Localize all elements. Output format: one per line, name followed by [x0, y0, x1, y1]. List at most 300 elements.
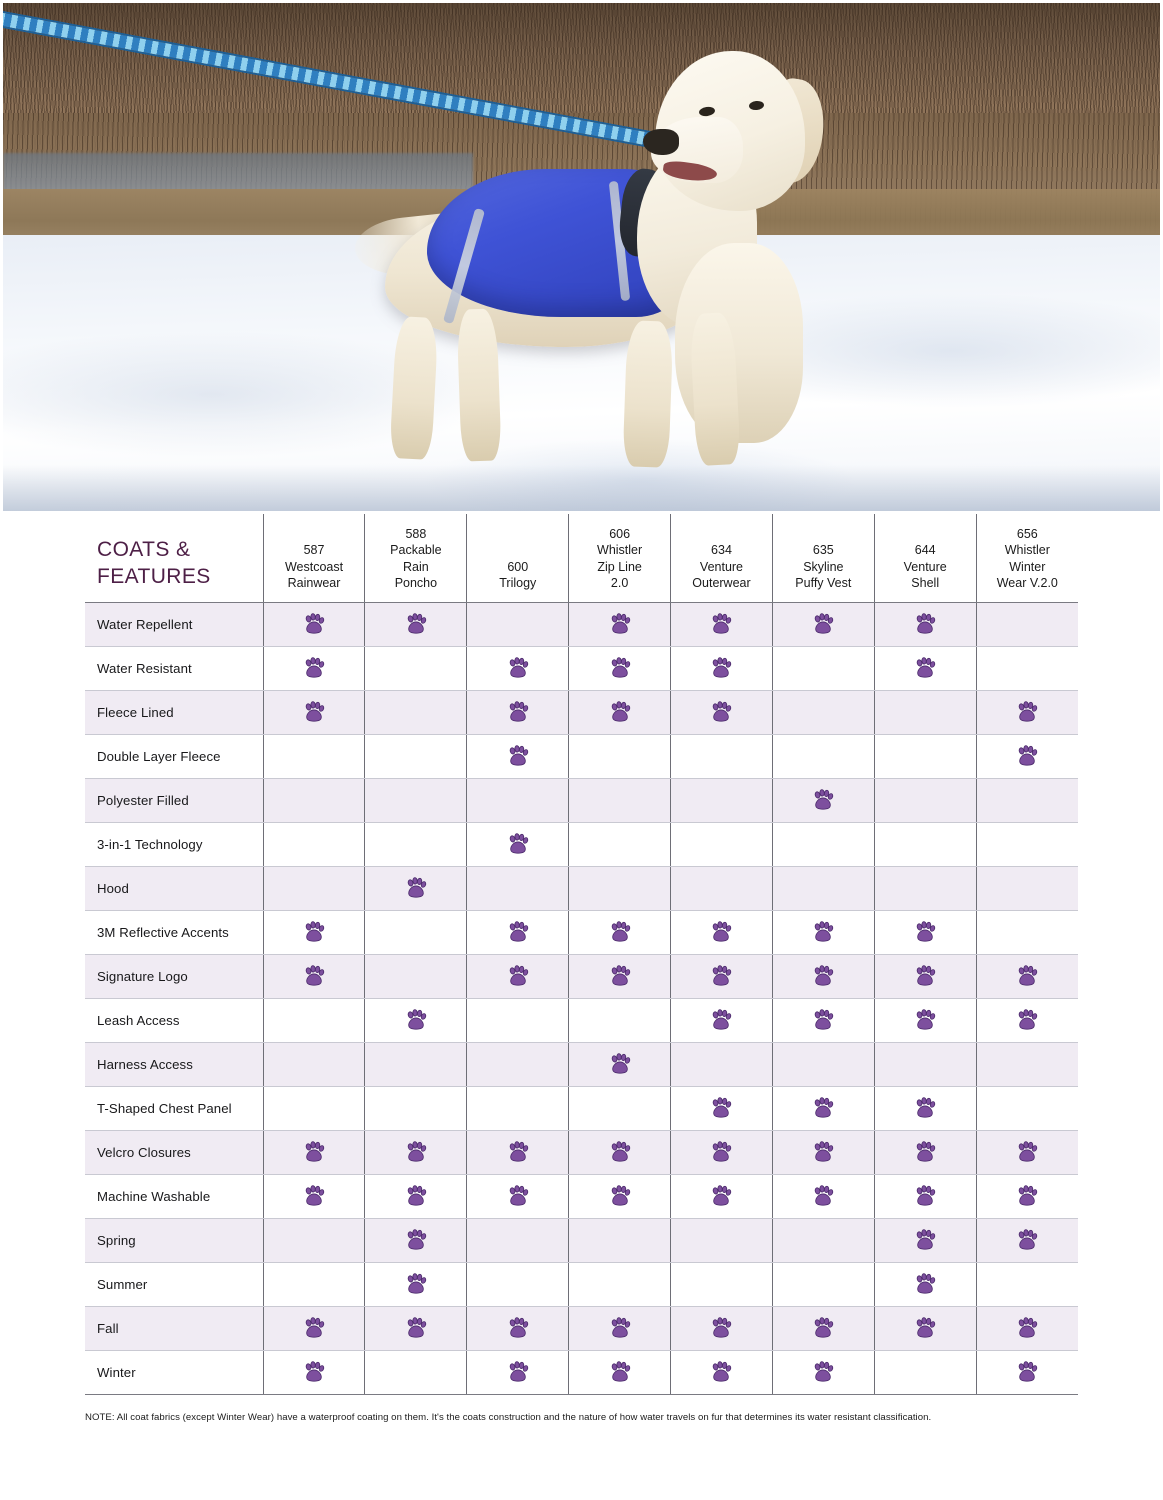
- paw-print-icon: [811, 923, 835, 940]
- paw-print-icon: [506, 967, 530, 984]
- coats-features-table-area: [0, 514, 1163, 1424]
- product-name-line: Packable: [390, 543, 442, 558]
- paw-print-icon: [1015, 747, 1039, 764]
- product-column-header-644: [874, 514, 976, 602]
- feature-cell-600: [467, 646, 569, 690]
- product-code: 644: [914, 543, 936, 558]
- paw-print-icon: [506, 835, 530, 852]
- product-column-header-600: [467, 514, 569, 602]
- paw-print-icon: [404, 879, 428, 896]
- feature-cell-588: [365, 1306, 467, 1350]
- product-name-line: Zip Line: [597, 559, 642, 574]
- feature-cell-635: [772, 602, 874, 646]
- paw-print-icon: [913, 1231, 937, 1248]
- product-name-line: Puffy Vest: [795, 576, 852, 591]
- table-header: [85, 514, 1078, 602]
- feature-cell-656: [976, 1218, 1078, 1262]
- dog-nose: [643, 129, 679, 155]
- feature-cell-644: [874, 1262, 976, 1306]
- feature-cell-600: [467, 734, 569, 778]
- product-code: 606: [609, 527, 631, 541]
- feature-cell-656: [976, 734, 1078, 778]
- feature-cell-606: [569, 1130, 671, 1174]
- feature-cell-600: [467, 1174, 569, 1218]
- feature-cell-606: [569, 1306, 671, 1350]
- paw-print-icon: [1015, 1363, 1039, 1380]
- paw-print-icon: [709, 1011, 733, 1028]
- feature-cell-634: [671, 866, 773, 910]
- paw-print-icon: [1015, 1011, 1039, 1028]
- paw-print-icon: [1015, 1319, 1039, 1336]
- feature-cell-634: [671, 778, 773, 822]
- feature-cell-644: [874, 1042, 976, 1086]
- feature-cell-634: [671, 1086, 773, 1130]
- feature-cell-588: [365, 1174, 467, 1218]
- feature-cell-588: [365, 1086, 467, 1130]
- feature-cell-588: [365, 1218, 467, 1262]
- feature-cell-587: [263, 822, 365, 866]
- feature-cell-634: [671, 690, 773, 734]
- product-name-line: Rain: [403, 559, 429, 574]
- feature-label: Double Layer Fleece: [85, 734, 263, 778]
- table-row: [85, 910, 1078, 954]
- feature-cell-644: [874, 1086, 976, 1130]
- feature-cell-635: [772, 646, 874, 690]
- feature-cell-600: [467, 822, 569, 866]
- feature-cell-600: [467, 1306, 569, 1350]
- product-name-line: Poncho: [394, 576, 438, 591]
- paw-print-icon: [608, 967, 632, 984]
- table-row: [85, 734, 1078, 778]
- feature-cell-587: [263, 1218, 365, 1262]
- product-column-header-656: [976, 514, 1078, 602]
- product-photo-container: [0, 0, 1163, 514]
- feature-label: Fleece Lined: [85, 690, 263, 734]
- feature-cell-634: [671, 1218, 773, 1262]
- feature-label: Water Resistant: [85, 646, 263, 690]
- product-name-line: Rainwear: [287, 576, 341, 591]
- paw-print-icon: [811, 1363, 835, 1380]
- feature-cell-600: [467, 1350, 569, 1394]
- feature-cell-606: [569, 1218, 671, 1262]
- paw-print-icon: [913, 659, 937, 676]
- paw-print-icon: [913, 1275, 937, 1292]
- feature-cell-587: [263, 778, 365, 822]
- product-name-line: Venture: [699, 559, 744, 574]
- feature-cell-635: [772, 1262, 874, 1306]
- paw-print-icon: [302, 703, 326, 720]
- feature-label: T-Shaped Chest Panel: [85, 1086, 263, 1130]
- feature-cell-635: [772, 734, 874, 778]
- feature-label: Machine Washable: [85, 1174, 263, 1218]
- feature-cell-600: [467, 1262, 569, 1306]
- feature-cell-600: [467, 602, 569, 646]
- feature-cell-644: [874, 1350, 976, 1394]
- table-row: [85, 954, 1078, 998]
- feature-cell-644: [874, 866, 976, 910]
- feature-cell-635: [772, 954, 874, 998]
- paw-print-icon: [913, 1319, 937, 1336]
- paw-print-icon: [302, 1187, 326, 1204]
- table-title-line-2: FEATURES: [97, 564, 211, 588]
- table-row: [85, 1042, 1078, 1086]
- feature-cell-644: [874, 1130, 976, 1174]
- coats-features-table: [85, 514, 1078, 1395]
- feature-cell-606: [569, 1086, 671, 1130]
- feature-cell-600: [467, 954, 569, 998]
- paw-print-icon: [608, 615, 632, 632]
- feature-cell-587: [263, 734, 365, 778]
- feature-cell-600: [467, 910, 569, 954]
- feature-cell-606: [569, 866, 671, 910]
- paw-print-icon: [404, 1275, 428, 1292]
- paw-print-icon: [1015, 1143, 1039, 1160]
- product-code: 635: [812, 543, 834, 558]
- paw-print-icon: [302, 1363, 326, 1380]
- table-row: [85, 998, 1078, 1042]
- feature-cell-634: [671, 1130, 773, 1174]
- table-row: [85, 1218, 1078, 1262]
- paw-print-icon: [404, 1319, 428, 1336]
- feature-cell-600: [467, 1218, 569, 1262]
- product-name-line: Westcoast: [284, 559, 344, 574]
- paw-print-icon: [811, 1187, 835, 1204]
- feature-cell-644: [874, 1174, 976, 1218]
- feature-cell-588: [365, 778, 467, 822]
- paw-print-icon: [302, 1319, 326, 1336]
- feature-cell-644: [874, 1218, 976, 1262]
- product-name-line: Wear V.2.0: [996, 576, 1058, 591]
- feature-cell-635: [772, 1086, 874, 1130]
- feature-label: 3M Reflective Accents: [85, 910, 263, 954]
- feature-cell-656: [976, 866, 1078, 910]
- feature-cell-656: [976, 1306, 1078, 1350]
- paw-print-icon: [302, 923, 326, 940]
- feature-cell-644: [874, 998, 976, 1042]
- feature-cell-644: [874, 954, 976, 998]
- feature-label: Harness Access: [85, 1042, 263, 1086]
- feature-cell-635: [772, 778, 874, 822]
- feature-cell-656: [976, 778, 1078, 822]
- feature-cell-656: [976, 1042, 1078, 1086]
- feature-cell-634: [671, 1262, 773, 1306]
- dog-leg-front-left: [622, 320, 673, 468]
- paw-print-icon: [811, 1143, 835, 1160]
- feature-cell-656: [976, 1130, 1078, 1174]
- feature-cell-606: [569, 734, 671, 778]
- feature-cell-656: [976, 1262, 1078, 1306]
- feature-cell-634: [671, 1350, 773, 1394]
- feature-cell-588: [365, 1042, 467, 1086]
- feature-cell-588: [365, 690, 467, 734]
- feature-cell-635: [772, 998, 874, 1042]
- feature-label: Spring: [85, 1218, 263, 1262]
- product-column-header-606: [569, 514, 671, 602]
- feature-cell-656: [976, 602, 1078, 646]
- paw-print-icon: [302, 615, 326, 632]
- feature-cell-656: [976, 910, 1078, 954]
- feature-cell-588: [365, 1262, 467, 1306]
- paw-print-icon: [709, 703, 733, 720]
- paw-print-icon: [811, 967, 835, 984]
- paw-print-icon: [404, 1187, 428, 1204]
- paw-print-icon: [709, 1143, 733, 1160]
- paw-print-icon: [709, 967, 733, 984]
- dog-subject: [363, 21, 863, 491]
- feature-label: Fall: [85, 1306, 263, 1350]
- feature-cell-634: [671, 910, 773, 954]
- feature-cell-606: [569, 910, 671, 954]
- feature-cell-656: [976, 1350, 1078, 1394]
- feature-cell-587: [263, 1174, 365, 1218]
- paw-print-icon: [709, 1099, 733, 1116]
- paw-print-icon: [1015, 703, 1039, 720]
- paw-print-icon: [811, 1011, 835, 1028]
- product-name-line: 2.0: [610, 576, 629, 591]
- paw-print-icon: [913, 967, 937, 984]
- feature-cell-588: [365, 954, 467, 998]
- feature-cell-588: [365, 910, 467, 954]
- product-code: 588: [405, 527, 427, 541]
- feature-cell-600: [467, 998, 569, 1042]
- feature-cell-606: [569, 1262, 671, 1306]
- paw-print-icon: [608, 1319, 632, 1336]
- paw-print-icon: [709, 1319, 733, 1336]
- feature-label: Leash Access: [85, 998, 263, 1042]
- table-row: [85, 1350, 1078, 1394]
- table-header-row: [85, 514, 1078, 602]
- paw-print-icon: [913, 1187, 937, 1204]
- feature-cell-656: [976, 1174, 1078, 1218]
- feature-label: Summer: [85, 1262, 263, 1306]
- feature-cell-634: [671, 734, 773, 778]
- feature-label: Signature Logo: [85, 954, 263, 998]
- paw-print-icon: [1015, 1231, 1039, 1248]
- paw-print-icon: [506, 923, 530, 940]
- feature-cell-644: [874, 1306, 976, 1350]
- table-row: [85, 822, 1078, 866]
- feature-cell-635: [772, 910, 874, 954]
- feature-label: Velcro Closures: [85, 1130, 263, 1174]
- feature-cell-600: [467, 1042, 569, 1086]
- product-name-line: Whistler: [597, 543, 643, 558]
- dog-leg-rear-right: [456, 308, 501, 461]
- feature-cell-634: [671, 954, 773, 998]
- paw-print-icon: [608, 1055, 632, 1072]
- feature-cell-587: [263, 646, 365, 690]
- feature-cell-606: [569, 778, 671, 822]
- feature-cell-644: [874, 646, 976, 690]
- feature-cell-587: [263, 1130, 365, 1174]
- paw-print-icon: [506, 747, 530, 764]
- table-row: [85, 1086, 1078, 1130]
- feature-cell-587: [263, 602, 365, 646]
- table-title: [85, 514, 263, 602]
- paw-print-icon: [1015, 1187, 1039, 1204]
- feature-cell-587: [263, 866, 365, 910]
- feature-cell-587: [263, 1350, 365, 1394]
- feature-cell-635: [772, 1130, 874, 1174]
- paw-print-icon: [506, 1363, 530, 1380]
- product-name-line: Shell: [911, 576, 940, 591]
- feature-cell-588: [365, 1350, 467, 1394]
- feature-cell-634: [671, 1174, 773, 1218]
- feature-cell-606: [569, 1174, 671, 1218]
- product-name-line: Outerwear: [692, 576, 751, 591]
- feature-cell-635: [772, 1306, 874, 1350]
- paw-print-icon: [608, 1143, 632, 1160]
- dog-leg-rear-left: [389, 316, 438, 460]
- table-row: [85, 1174, 1078, 1218]
- feature-label: Water Repellent: [85, 602, 263, 646]
- product-column-header-588: [365, 514, 467, 602]
- paw-print-icon: [1015, 967, 1039, 984]
- paw-print-icon: [302, 967, 326, 984]
- paw-print-icon: [608, 1187, 632, 1204]
- feature-cell-600: [467, 778, 569, 822]
- table-row: [85, 778, 1078, 822]
- feature-cell-635: [772, 1042, 874, 1086]
- product-name-line: Venture: [903, 559, 947, 574]
- feature-cell-644: [874, 734, 976, 778]
- paw-print-icon: [709, 1187, 733, 1204]
- feature-label: Winter: [85, 1350, 263, 1394]
- feature-cell-634: [671, 998, 773, 1042]
- table-title-line-1: COATS &: [97, 537, 191, 561]
- paw-print-icon: [608, 703, 632, 720]
- feature-cell-634: [671, 822, 773, 866]
- paw-print-icon: [913, 615, 937, 632]
- feature-cell-600: [467, 866, 569, 910]
- paw-print-icon: [811, 615, 835, 632]
- feature-cell-644: [874, 602, 976, 646]
- feature-cell-606: [569, 1042, 671, 1086]
- feature-cell-606: [569, 954, 671, 998]
- feature-cell-587: [263, 910, 365, 954]
- paw-print-icon: [404, 615, 428, 632]
- paw-print-icon: [506, 659, 530, 676]
- paw-print-icon: [709, 659, 733, 676]
- feature-cell-588: [365, 602, 467, 646]
- product-column-header-587: [263, 514, 365, 602]
- feature-cell-634: [671, 1306, 773, 1350]
- feature-cell-587: [263, 954, 365, 998]
- feature-cell-606: [569, 1350, 671, 1394]
- paw-print-icon: [709, 615, 733, 632]
- feature-cell-656: [976, 1086, 1078, 1130]
- paw-print-icon: [709, 1363, 733, 1380]
- product-name-line: Whistler: [1004, 543, 1050, 558]
- feature-cell-588: [365, 998, 467, 1042]
- paw-print-icon: [811, 791, 835, 808]
- paw-print-icon: [404, 1011, 428, 1028]
- product-name-line: Trilogy: [499, 576, 537, 591]
- feature-cell-588: [365, 734, 467, 778]
- dog-coat-photo: [3, 3, 1160, 511]
- paw-print-icon: [404, 1143, 428, 1160]
- paw-print-icon: [811, 1319, 835, 1336]
- feature-cell-587: [263, 1042, 365, 1086]
- feature-cell-634: [671, 1042, 773, 1086]
- feature-cell-606: [569, 602, 671, 646]
- product-name-line: Winter: [1009, 559, 1046, 574]
- product-code: 587: [303, 543, 325, 558]
- product-column-header-634: [671, 514, 773, 602]
- product-name-line: Skyline: [803, 559, 844, 574]
- feature-cell-634: [671, 646, 773, 690]
- paw-print-icon: [811, 1099, 835, 1116]
- feature-cell-587: [263, 998, 365, 1042]
- paw-print-icon: [913, 1143, 937, 1160]
- feature-cell-656: [976, 690, 1078, 734]
- feature-cell-635: [772, 1218, 874, 1262]
- feature-cell-606: [569, 646, 671, 690]
- feature-cell-656: [976, 646, 1078, 690]
- feature-cell-644: [874, 910, 976, 954]
- feature-cell-587: [263, 1306, 365, 1350]
- feature-cell-634: [671, 602, 773, 646]
- paw-print-icon: [913, 1011, 937, 1028]
- paw-print-icon: [506, 1143, 530, 1160]
- feature-label: Hood: [85, 866, 263, 910]
- feature-cell-600: [467, 1130, 569, 1174]
- feature-cell-588: [365, 822, 467, 866]
- table-row: [85, 866, 1078, 910]
- paw-print-icon: [709, 923, 733, 940]
- feature-cell-644: [874, 822, 976, 866]
- paw-print-icon: [302, 1143, 326, 1160]
- paw-print-icon: [506, 1187, 530, 1204]
- feature-label: Polyester Filled: [85, 778, 263, 822]
- paw-print-icon: [608, 923, 632, 940]
- table-row: [85, 602, 1078, 646]
- product-code: 656: [1016, 527, 1038, 541]
- paw-print-icon: [608, 659, 632, 676]
- feature-cell-656: [976, 822, 1078, 866]
- feature-cell-635: [772, 822, 874, 866]
- table-body: [85, 602, 1078, 1394]
- feature-cell-588: [365, 646, 467, 690]
- paw-print-icon: [913, 923, 937, 940]
- feature-cell-606: [569, 822, 671, 866]
- feature-cell-600: [467, 1086, 569, 1130]
- feature-cell-644: [874, 778, 976, 822]
- table-row: [85, 1306, 1078, 1350]
- feature-cell-587: [263, 690, 365, 734]
- feature-label: 3-in-1 Technology: [85, 822, 263, 866]
- paw-print-icon: [506, 1319, 530, 1336]
- feature-cell-635: [772, 690, 874, 734]
- feature-cell-588: [365, 1130, 467, 1174]
- product-code: 634: [711, 543, 732, 558]
- feature-cell-606: [569, 998, 671, 1042]
- table-row: [85, 1262, 1078, 1306]
- feature-cell-635: [772, 1350, 874, 1394]
- table-row: [85, 1130, 1078, 1174]
- feature-cell-588: [365, 866, 467, 910]
- paw-print-icon: [404, 1231, 428, 1248]
- feature-cell-587: [263, 1086, 365, 1130]
- paw-print-icon: [608, 1363, 632, 1380]
- feature-cell-656: [976, 954, 1078, 998]
- table-footnote: NOTE: All coat fabrics (except Winter Wear) have a waterproof coating on them. It's the coats construction and the nature of how water travels on fur that determines its water resistant classification.: [85, 1411, 932, 1423]
- feature-cell-635: [772, 866, 874, 910]
- feature-cell-635: [772, 1174, 874, 1218]
- feature-cell-644: [874, 690, 976, 734]
- feature-cell-600: [467, 690, 569, 734]
- product-column-header-635: [772, 514, 874, 602]
- paw-print-icon: [302, 659, 326, 676]
